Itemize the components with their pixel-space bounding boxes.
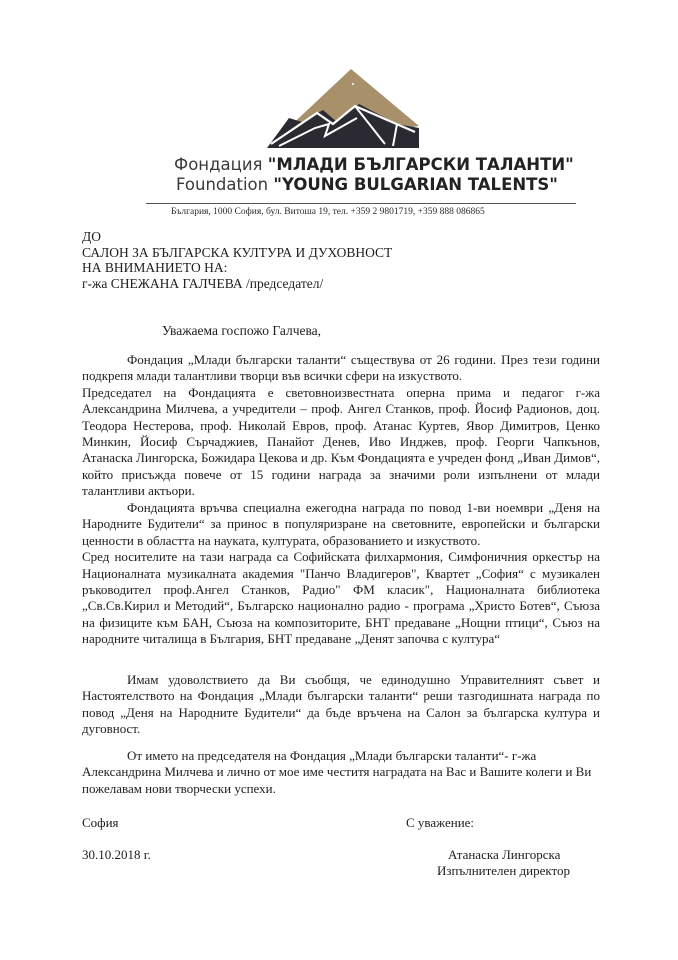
org-prefix-bulgarian: Фондация — [174, 155, 263, 174]
paragraph-text: Фондацията връчва специална ежегодна награда по повод 1-ви ноември „Деня на Народните Будители“ за принос в популяризране на световните, европейски и български ценности в областта на науката, културата, образованието и изкуството. — [82, 500, 600, 548]
closing-regards: С уважение: — [406, 815, 475, 830]
paragraph-text: Фондация „Млади български таланти“ съществува от 26 години. През тези години подкрепя млади талантливи творци във всички сфери на изкуството. — [82, 352, 600, 384]
closing-date: 30.10.2018 г. — [82, 847, 151, 862]
recipient-block — [82, 229, 392, 291]
logo-star — [352, 83, 354, 85]
org-title-english: "YOUNG BULGARIAN TALENTS" — [273, 175, 558, 194]
org-address: България, 1000 София, бул. Витоша 19, тел. +359 2 9801719, +359 888 086865 — [171, 207, 485, 217]
org-prefix-english: Foundation — [176, 175, 269, 194]
org-name-english — [176, 175, 558, 195]
paragraph-text: Имам удоволствието да Ви съобщя, че единодушно Управителният съвет и Настоятелството на Фондация „Млади български таланти“ реши тазгодишната награда по повод „Деня на Народните Будители“ да бъде връчена на Салон за българска култура и дуговност. — [82, 672, 600, 737]
paragraph-text: От името на председателя на Фондация „Млади български таланти“- г-жа Александрина Милчева и лично от мое име честитя наградата на Вас и Вашите колеги и Ви пожелавам нови творчески успехи. — [82, 748, 592, 796]
greeting: Уважаема госпожо Галчева, — [162, 323, 322, 338]
recipient-attention: НА ВНИМАНИЕТО НА: — [82, 260, 228, 275]
paragraph-text: Сред носителите на тази награда са Софийската филхармония, Симфоничния оркестър на Националната музикалната академия "Панчо Владигеров", Квартет „София“ с музикален ръководител проф.Ангел Станков, Радио" ФМ класик", Националната библиотека „Св.Св.Кирил и Методий“, Българско национално радио - програма „Христо Ботев“, Съюза на физиците към БАН, Съюза на композиторите, БНТ предаване „Нощни птици“, Съюз на народните читалища в България, БНТ предаване „Денят започва с култура“ — [82, 549, 600, 647]
recipient-person: г-жа СНЕЖАНА ГАЛЧЕВА /председател/ — [82, 275, 324, 291]
paragraph-congratulations — [82, 748, 600, 797]
signer-name: Атанаска Лингорска — [448, 847, 561, 862]
org-name-bulgarian — [174, 155, 574, 175]
signer-title: Изпълнителен директор — [437, 863, 571, 878]
paragraph-text: Председател на Фондацията е световноизвестната оперна прима и педагог г-жа Александрина Милчева, а учредители – проф. Ангел Станков, проф. Йосиф Радионов, доц. Теодора Нестерова, проф. Николай Евров, проф. Атанас Куртев, Явор Димитров, Ценко Минкин, Йосиф Сърчаджиев, Панайот Денев, Иво Инджев, проф. Георги Чапкънов, Атанаска Лингорска, Божидара Цекова и др. Към Фондацията е учреден фонд „Иван Димов“, който присъжда повече от 15 години награда за значими роли изпълнени от млади талантливи актьори. — [82, 384, 600, 499]
header-divider — [146, 203, 576, 204]
closing-city: София — [82, 815, 119, 830]
paragraph-award-announcement — [82, 672, 600, 738]
recipient-organization: САЛОН ЗА БЪЛГАРСКА КУЛТУРА И ДУХОВНОСТ — [82, 244, 393, 260]
recipient-to: ДО — [82, 229, 101, 244]
paragraph-foundation-history — [82, 352, 600, 500]
org-title-bulgarian: "МЛАДИ БЪЛГАРСКИ ТАЛАНТИ" — [267, 155, 574, 174]
paragraph-award-description — [82, 500, 600, 648]
mountain-logo-icon — [267, 66, 419, 148]
